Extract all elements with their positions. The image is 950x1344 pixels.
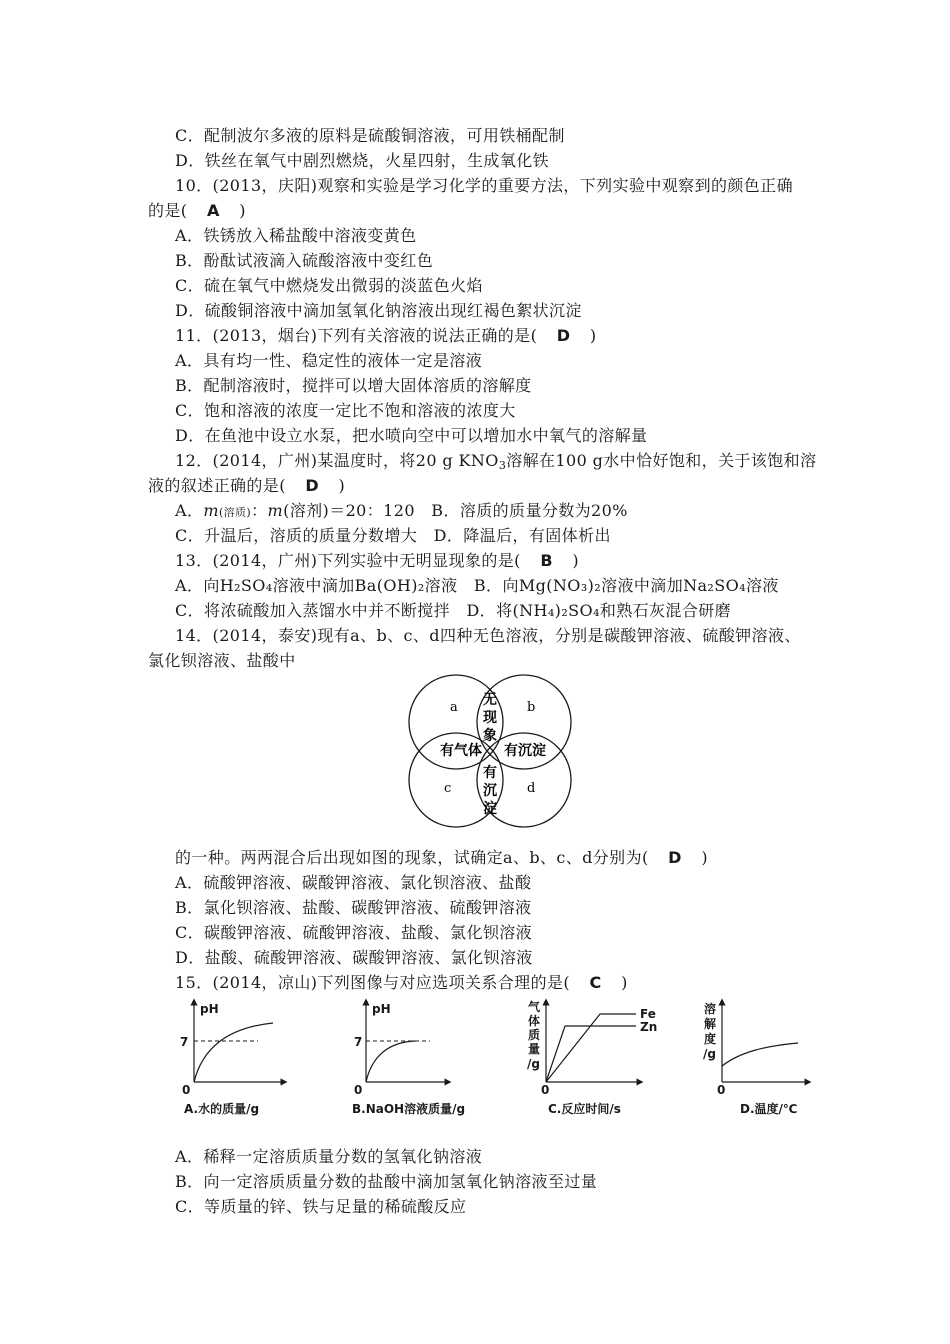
q14-stem-end xyxy=(175,846,708,870)
graph-b-ref-label: 7 xyxy=(354,1035,363,1049)
q15-option-b: B．向一定溶质质量分数的盐酸中滴加氢氧化钠溶液至过量 xyxy=(175,1172,598,1191)
q10-stem-close: ) xyxy=(239,201,246,220)
q14-option-c: C．碳酸钾溶液、硫酸钾溶液、盐酸、氯化钡溶液 xyxy=(175,923,533,942)
q12-option-a-solute: (溶质) xyxy=(218,506,252,519)
q13-stem-text: 13．(2014，广州)下列实验中无明显现象的是( xyxy=(175,551,521,570)
q12-option-a-label: A． xyxy=(175,501,204,520)
graph-c-line-zn xyxy=(546,1026,636,1082)
graph-c-origin: 0 xyxy=(541,1083,550,1097)
q13-answer: B xyxy=(540,551,553,570)
q15-graphs xyxy=(0,995,950,1120)
q11-stem-text: 11．(2013，烟台)下列有关溶液的说法正确的是( xyxy=(175,326,538,345)
q12-option-a-rest: (溶剂)＝20：120 B．溶质的质量分数为20% xyxy=(283,501,628,520)
graph-c xyxy=(546,1002,640,1082)
q12-stem-cont xyxy=(148,474,345,498)
q9-option-d: D．铁丝在氧气中剧烈燃烧，火星四射，生成氧化铁 xyxy=(175,151,550,170)
q11-option-a: A．具有均一性、稳定性的液体一定是溶液 xyxy=(175,351,483,370)
q12-stem xyxy=(175,449,817,473)
graph-b-xlabel: B.NaOH溶液质量/g xyxy=(352,1102,466,1116)
graph-d-curve xyxy=(722,1043,798,1066)
q12-option-a-colon: ： xyxy=(251,501,268,520)
q12-option-ab xyxy=(175,499,628,525)
venn-bottom-char-3: 淀 xyxy=(483,801,497,817)
graph-d-origin: 0 xyxy=(717,1083,726,1097)
q10-answer: A xyxy=(206,201,220,220)
graph-c-ylabel-3: 质 xyxy=(528,1028,541,1042)
graph-c-legend-zn: Zn xyxy=(640,1020,658,1034)
venn-right-text: 有沉淀 xyxy=(504,743,546,759)
q13-option-cd: C．将浓硫酸加入蒸馏水中并不断搅拌 D．将(NH₄)₂SO₄和熟石灰混合研磨 xyxy=(175,601,732,620)
q14-stem-cont: 氯化钡溶液、盐酸中 xyxy=(148,651,296,670)
q9-option-c: C．配制波尔多液的原料是硫酸铜溶液，可用铁桶配制 xyxy=(175,126,565,145)
venn-top-char-2: 现 xyxy=(483,710,497,726)
venn-top-char-3: 象 xyxy=(483,728,497,744)
q14-option-d: D．盐酸、硫酸钾溶液、碳酸钾溶液、氯化钡溶液 xyxy=(175,948,533,967)
graph-d xyxy=(722,1002,808,1082)
q14-stem-text: 的一种。两两混合后出现如图的现象，试确定a、b、c、d分别为( xyxy=(175,848,649,867)
graph-a-curve xyxy=(194,1023,273,1082)
venn-bottom-char-1: 有 xyxy=(483,765,497,781)
q11-option-c: C．饱和溶液的浓度一定比不饱和溶液的浓度大 xyxy=(175,401,516,420)
venn-label-d: d xyxy=(527,781,536,796)
q12-option-cd: C．升温后，溶质的质量分数增大 D．降温后，有固体析出 xyxy=(175,526,611,545)
graph-b-origin: 0 xyxy=(354,1083,363,1097)
q13-option-ab: A．向H₂SO₄溶液中滴加Ba(OH)₂溶液 B．向Mg(NO₃)₂溶液中滴加Na₂SO₄溶液 xyxy=(175,576,779,595)
graph-d-ylabel-1: 溶 xyxy=(704,1002,717,1016)
graph-c-ylabel-5: /g xyxy=(527,1057,540,1071)
q15-option-a: A．稀释一定溶质质量分数的氢氧化钠溶液 xyxy=(175,1147,483,1166)
q13-stem-close: ) xyxy=(572,551,580,570)
venn-label-b: b xyxy=(527,700,536,715)
q11-stem-close: ) xyxy=(589,326,597,345)
q12-stem-text-2: 溶解在100 g水中恰好饱和，关于该饱和溶 xyxy=(506,451,817,470)
q11-answer: D xyxy=(556,326,571,345)
q14-option-b: B．氯化钡溶液、盐酸、碳酸钾溶液、硫酸钾溶液 xyxy=(175,898,532,917)
graph-d-ylabel-2: 解 xyxy=(704,1017,717,1031)
graph-a-ref-label: 7 xyxy=(180,1035,189,1049)
q15-answer: C xyxy=(589,973,602,992)
graph-d-xlabel: D.温度/℃ xyxy=(740,1102,798,1116)
q12-option-a-m1: m xyxy=(203,501,219,520)
graph-c-ylabel-2: 体 xyxy=(528,1014,541,1028)
graph-c-legend-fe: Fe xyxy=(640,1007,656,1021)
q15-stem-text: 15．(2014，凉山)下列图像与对应选项关系合理的是( xyxy=(175,973,571,992)
graph-a-origin: 0 xyxy=(182,1083,191,1097)
graph-a-xlabel: A.水的质量/g xyxy=(184,1102,260,1116)
q11-stem xyxy=(175,324,597,348)
graph-c-ylabel-4: 量 xyxy=(528,1042,541,1056)
q12-stem-text-3: 液的叙述正确的是( xyxy=(148,476,286,495)
q12-option-a-m2: m xyxy=(267,501,284,520)
q15-stem xyxy=(175,971,628,995)
venn-diagram xyxy=(400,670,580,835)
q12-stem-text: 12．(2014，广州)某温度时，将20 g KNO xyxy=(175,451,499,470)
graph-d-ylabel-3: 度 xyxy=(704,1032,717,1046)
q15-option-c: C．等质量的锌、铁与足量的稀硫酸反应 xyxy=(175,1197,467,1216)
venn-top-char-1: 无 xyxy=(483,692,497,708)
q13-stem xyxy=(175,549,579,573)
q10-option-c: C．硫在氧气中燃烧发出微弱的淡蓝色火焰 xyxy=(175,276,483,295)
graph-b-curve xyxy=(366,1041,415,1082)
graph-a-ylabel: pH xyxy=(200,1002,219,1016)
q12-stem-subscript: 3 xyxy=(498,459,507,472)
q12-stem-close: ) xyxy=(338,476,346,495)
graph-c-ylabel-1: 气 xyxy=(528,1000,541,1014)
q10-stem: 10．(2013，庆阳)观察和实验是学习化学的重要方法，下列实验中观察到的颜色正确 xyxy=(175,176,793,195)
venn-bottom-char-2: 沉 xyxy=(483,783,497,799)
q10-option-d: D．硫酸铜溶液中滴加氢氧化钠溶液出现红褐色絮状沉淀 xyxy=(175,301,582,320)
q10-option-a: A．铁锈放入稀盐酸中溶液变黄色 xyxy=(175,226,417,245)
q10-option-b: B．酚酞试液滴入硫酸溶液中变红色 xyxy=(175,251,434,270)
graph-c-xlabel: C.反应时间/s xyxy=(548,1102,621,1116)
venn-left-text: 有气体 xyxy=(440,743,482,759)
q14-answer: D xyxy=(668,848,682,867)
q11-option-d: D．在鱼池中设立水泵，把水喷向空中可以增加水中氧气的溶解量 xyxy=(175,426,648,445)
q12-answer: D xyxy=(305,476,320,495)
q11-option-b: B．配制溶液时，搅拌可以增大固体溶质的溶解度 xyxy=(175,376,532,395)
graph-c-line-fe xyxy=(546,1014,636,1082)
venn-label-c: c xyxy=(444,781,452,796)
graph-d-ylabel-4: /g xyxy=(703,1047,716,1061)
graph-b-ylabel: pH xyxy=(372,1002,391,1016)
q10-stem-text: 的是( xyxy=(148,201,188,220)
venn-label-a: a xyxy=(450,700,458,715)
q10-stem-cont xyxy=(148,199,246,223)
q14-stem: 14．(2014，泰安)现有a、b、c、d四种无色溶液，分别是碳酸钾溶液、硫酸钾溶液、 xyxy=(175,626,801,645)
q14-option-a: A．硫酸钾溶液、碳酸钾溶液、氯化钡溶液、盐酸 xyxy=(175,873,532,892)
q15-stem-close: ) xyxy=(621,973,628,992)
q14-stem-close: ) xyxy=(701,848,708,867)
